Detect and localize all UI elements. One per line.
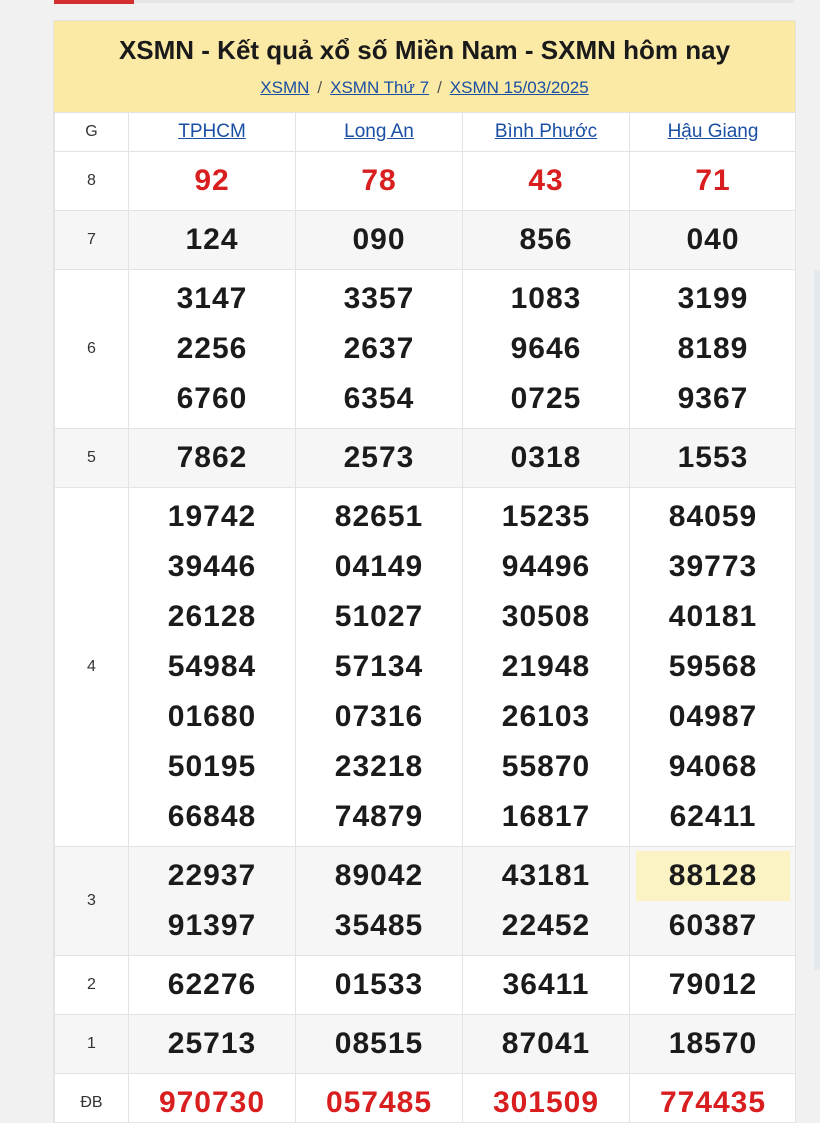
- result-number: 89042: [334, 859, 424, 892]
- result-cell: [296, 429, 463, 488]
- result-number: 26128: [167, 600, 257, 633]
- result-number: 25713: [167, 1027, 257, 1060]
- result-number: 04987: [668, 700, 758, 733]
- result-cell: [630, 847, 797, 956]
- prize-label: ĐB: [55, 1074, 129, 1123]
- result-number: 08515: [334, 1027, 424, 1060]
- result-cell: [296, 1015, 463, 1074]
- prize-row-g2: [55, 956, 797, 1015]
- result-number: 35485: [334, 909, 424, 942]
- prize-label: 3: [55, 847, 129, 956]
- prize-label: 5: [55, 429, 129, 488]
- results-header: [54, 21, 795, 112]
- result-number: 54984: [167, 650, 257, 683]
- result-number: 94068: [668, 750, 758, 783]
- result-number: 057485: [325, 1086, 433, 1119]
- result-number: 8189: [677, 332, 749, 365]
- prize-label: 8: [55, 152, 129, 211]
- result-cell: [129, 1015, 296, 1074]
- result-cell: [630, 152, 797, 211]
- prize-row-g1: [55, 1015, 797, 1074]
- result-number: 88128: [636, 851, 790, 901]
- result-number: 2637: [343, 332, 415, 365]
- result-cell: [296, 488, 463, 847]
- result-number: 124: [185, 223, 239, 256]
- result-number: 26103: [501, 700, 591, 733]
- top-divider: [134, 0, 794, 3]
- result-number: 60387: [668, 909, 758, 942]
- result-cell: [296, 847, 463, 956]
- province-link[interactable]: Hậu Giang: [667, 121, 759, 142]
- breadcrumb-xsmn[interactable]: XSMN: [260, 78, 310, 97]
- result-number: 87041: [501, 1027, 591, 1060]
- prize-row-g8: [55, 152, 797, 211]
- result-number: 7862: [176, 441, 248, 474]
- result-number: 9367: [677, 382, 749, 415]
- prize-label: 6: [55, 270, 129, 429]
- prize-row-db: [55, 1074, 797, 1123]
- result-cell: [296, 270, 463, 429]
- result-cell: [463, 270, 630, 429]
- result-number: 23218: [334, 750, 424, 783]
- result-number: 090: [352, 223, 406, 256]
- result-cell: [129, 152, 296, 211]
- result-number: 970730: [158, 1086, 266, 1119]
- result-number: 39446: [167, 550, 257, 583]
- result-number: 07316: [334, 700, 424, 733]
- result-number: 71: [695, 164, 731, 197]
- result-number: 15235: [501, 500, 591, 533]
- result-number: 22452: [501, 909, 591, 942]
- result-number: 6760: [176, 382, 248, 415]
- result-cell: [463, 1074, 630, 1123]
- result-number: 43181: [501, 859, 591, 892]
- result-number: 18570: [668, 1027, 758, 1060]
- result-cell: [129, 956, 296, 1015]
- prize-row-g4: [55, 488, 797, 847]
- prize-label: 4: [55, 488, 129, 847]
- results-body: [55, 152, 797, 1123]
- result-number: 55870: [501, 750, 591, 783]
- result-cell: [630, 270, 797, 429]
- result-number: 79012: [668, 968, 758, 1001]
- table-header-row: [55, 113, 797, 152]
- prize-row-g3: [55, 847, 797, 956]
- result-cell: [129, 1074, 296, 1123]
- province-header-tphcm: [129, 113, 296, 152]
- result-number: 91397: [167, 909, 257, 942]
- result-cell: [463, 1015, 630, 1074]
- result-number: 16817: [501, 800, 591, 833]
- result-number: 774435: [659, 1086, 767, 1119]
- province-link[interactable]: TPHCM: [178, 121, 246, 142]
- result-number: 2256: [176, 332, 248, 365]
- result-number: 59568: [668, 650, 758, 683]
- prize-label: 7: [55, 211, 129, 270]
- province-link[interactable]: Bình Phước: [494, 121, 598, 142]
- result-cell: [463, 847, 630, 956]
- result-number: 9646: [510, 332, 582, 365]
- prize-row-g6: [55, 270, 797, 429]
- result-number: 36411: [502, 968, 590, 1001]
- result-cell: [129, 847, 296, 956]
- results-table: [54, 112, 796, 1123]
- result-cell: [129, 270, 296, 429]
- result-number: 82651: [334, 500, 424, 533]
- breadcrumb-separator: /: [317, 78, 323, 97]
- province-header-hau-giang: [630, 113, 797, 152]
- result-cell: [296, 152, 463, 211]
- breadcrumb-date[interactable]: XSMN 15/03/2025: [449, 78, 589, 97]
- prize-column-header: G: [55, 113, 129, 152]
- top-strip: [0, 0, 820, 8]
- prize-label: 1: [55, 1015, 129, 1074]
- result-number: 3357: [343, 282, 415, 315]
- result-number: 01680: [167, 700, 257, 733]
- result-number: 6354: [343, 382, 415, 415]
- result-cell: [463, 488, 630, 847]
- result-number: 21948: [501, 650, 591, 683]
- result-number: 3147: [176, 282, 248, 315]
- result-cell: [296, 1074, 463, 1123]
- result-number: 92: [194, 164, 230, 197]
- side-panel-edge: [814, 270, 820, 970]
- result-number: 1553: [677, 441, 749, 474]
- result-cell: [630, 211, 797, 270]
- result-number: 301509: [492, 1086, 600, 1119]
- page-title: XSMN - Kết quả xổ số Miền Nam - SXMN hôm nay: [118, 35, 731, 65]
- result-number: 66848: [167, 800, 257, 833]
- result-cell: [463, 956, 630, 1015]
- result-number: 30508: [501, 600, 591, 633]
- results-card: [53, 20, 796, 1123]
- result-cell: [463, 152, 630, 211]
- result-number: 39773: [668, 550, 758, 583]
- result-number: 19742: [167, 500, 257, 533]
- result-cell: [296, 211, 463, 270]
- result-number: 040: [686, 223, 740, 256]
- breadcrumb-xsmn-thu7[interactable]: XSMN Thứ 7: [330, 78, 430, 97]
- result-number: 84059: [668, 500, 758, 533]
- result-number: 43: [528, 164, 564, 197]
- result-cell: [129, 211, 296, 270]
- breadcrumb-separator: /: [437, 78, 442, 97]
- result-cell: [630, 429, 797, 488]
- result-number: 22937: [167, 859, 257, 892]
- result-cell: [129, 488, 296, 847]
- prize-row-g5: [55, 429, 797, 488]
- prize-label: 2: [55, 956, 129, 1015]
- breadcrumb: [54, 78, 795, 98]
- result-number: 2573: [343, 441, 415, 474]
- result-number: 57134: [334, 650, 424, 683]
- result-number: 62411: [669, 800, 757, 833]
- result-number: 01533: [334, 968, 424, 1001]
- province-header-binh-phuoc: [463, 113, 630, 152]
- result-number: 74879: [334, 800, 424, 833]
- result-cell: [463, 211, 630, 270]
- result-cell: [129, 429, 296, 488]
- result-number: 856: [519, 223, 573, 256]
- result-number: 51027: [334, 600, 424, 633]
- result-cell: [463, 429, 630, 488]
- result-number: 04149: [334, 550, 424, 583]
- result-number: 1083: [510, 282, 582, 315]
- result-number: 0318: [510, 441, 582, 474]
- result-number: 50195: [167, 750, 257, 783]
- province-header-long-an: [296, 113, 463, 152]
- result-cell: [296, 956, 463, 1015]
- result-number: 40181: [668, 600, 758, 633]
- prize-row-g7: [55, 211, 797, 270]
- result-cell: [630, 1015, 797, 1074]
- result-number: 3199: [677, 282, 749, 315]
- province-link[interactable]: Long An: [344, 121, 414, 142]
- result-number: 62276: [167, 968, 257, 1001]
- result-cell: [630, 956, 797, 1015]
- result-number: 78: [361, 164, 397, 197]
- result-cell: [630, 488, 797, 847]
- top-accent-bar: [54, 0, 134, 4]
- result-cell: [630, 1074, 797, 1123]
- result-number: 94496: [501, 550, 591, 583]
- result-number: 0725: [510, 382, 582, 415]
